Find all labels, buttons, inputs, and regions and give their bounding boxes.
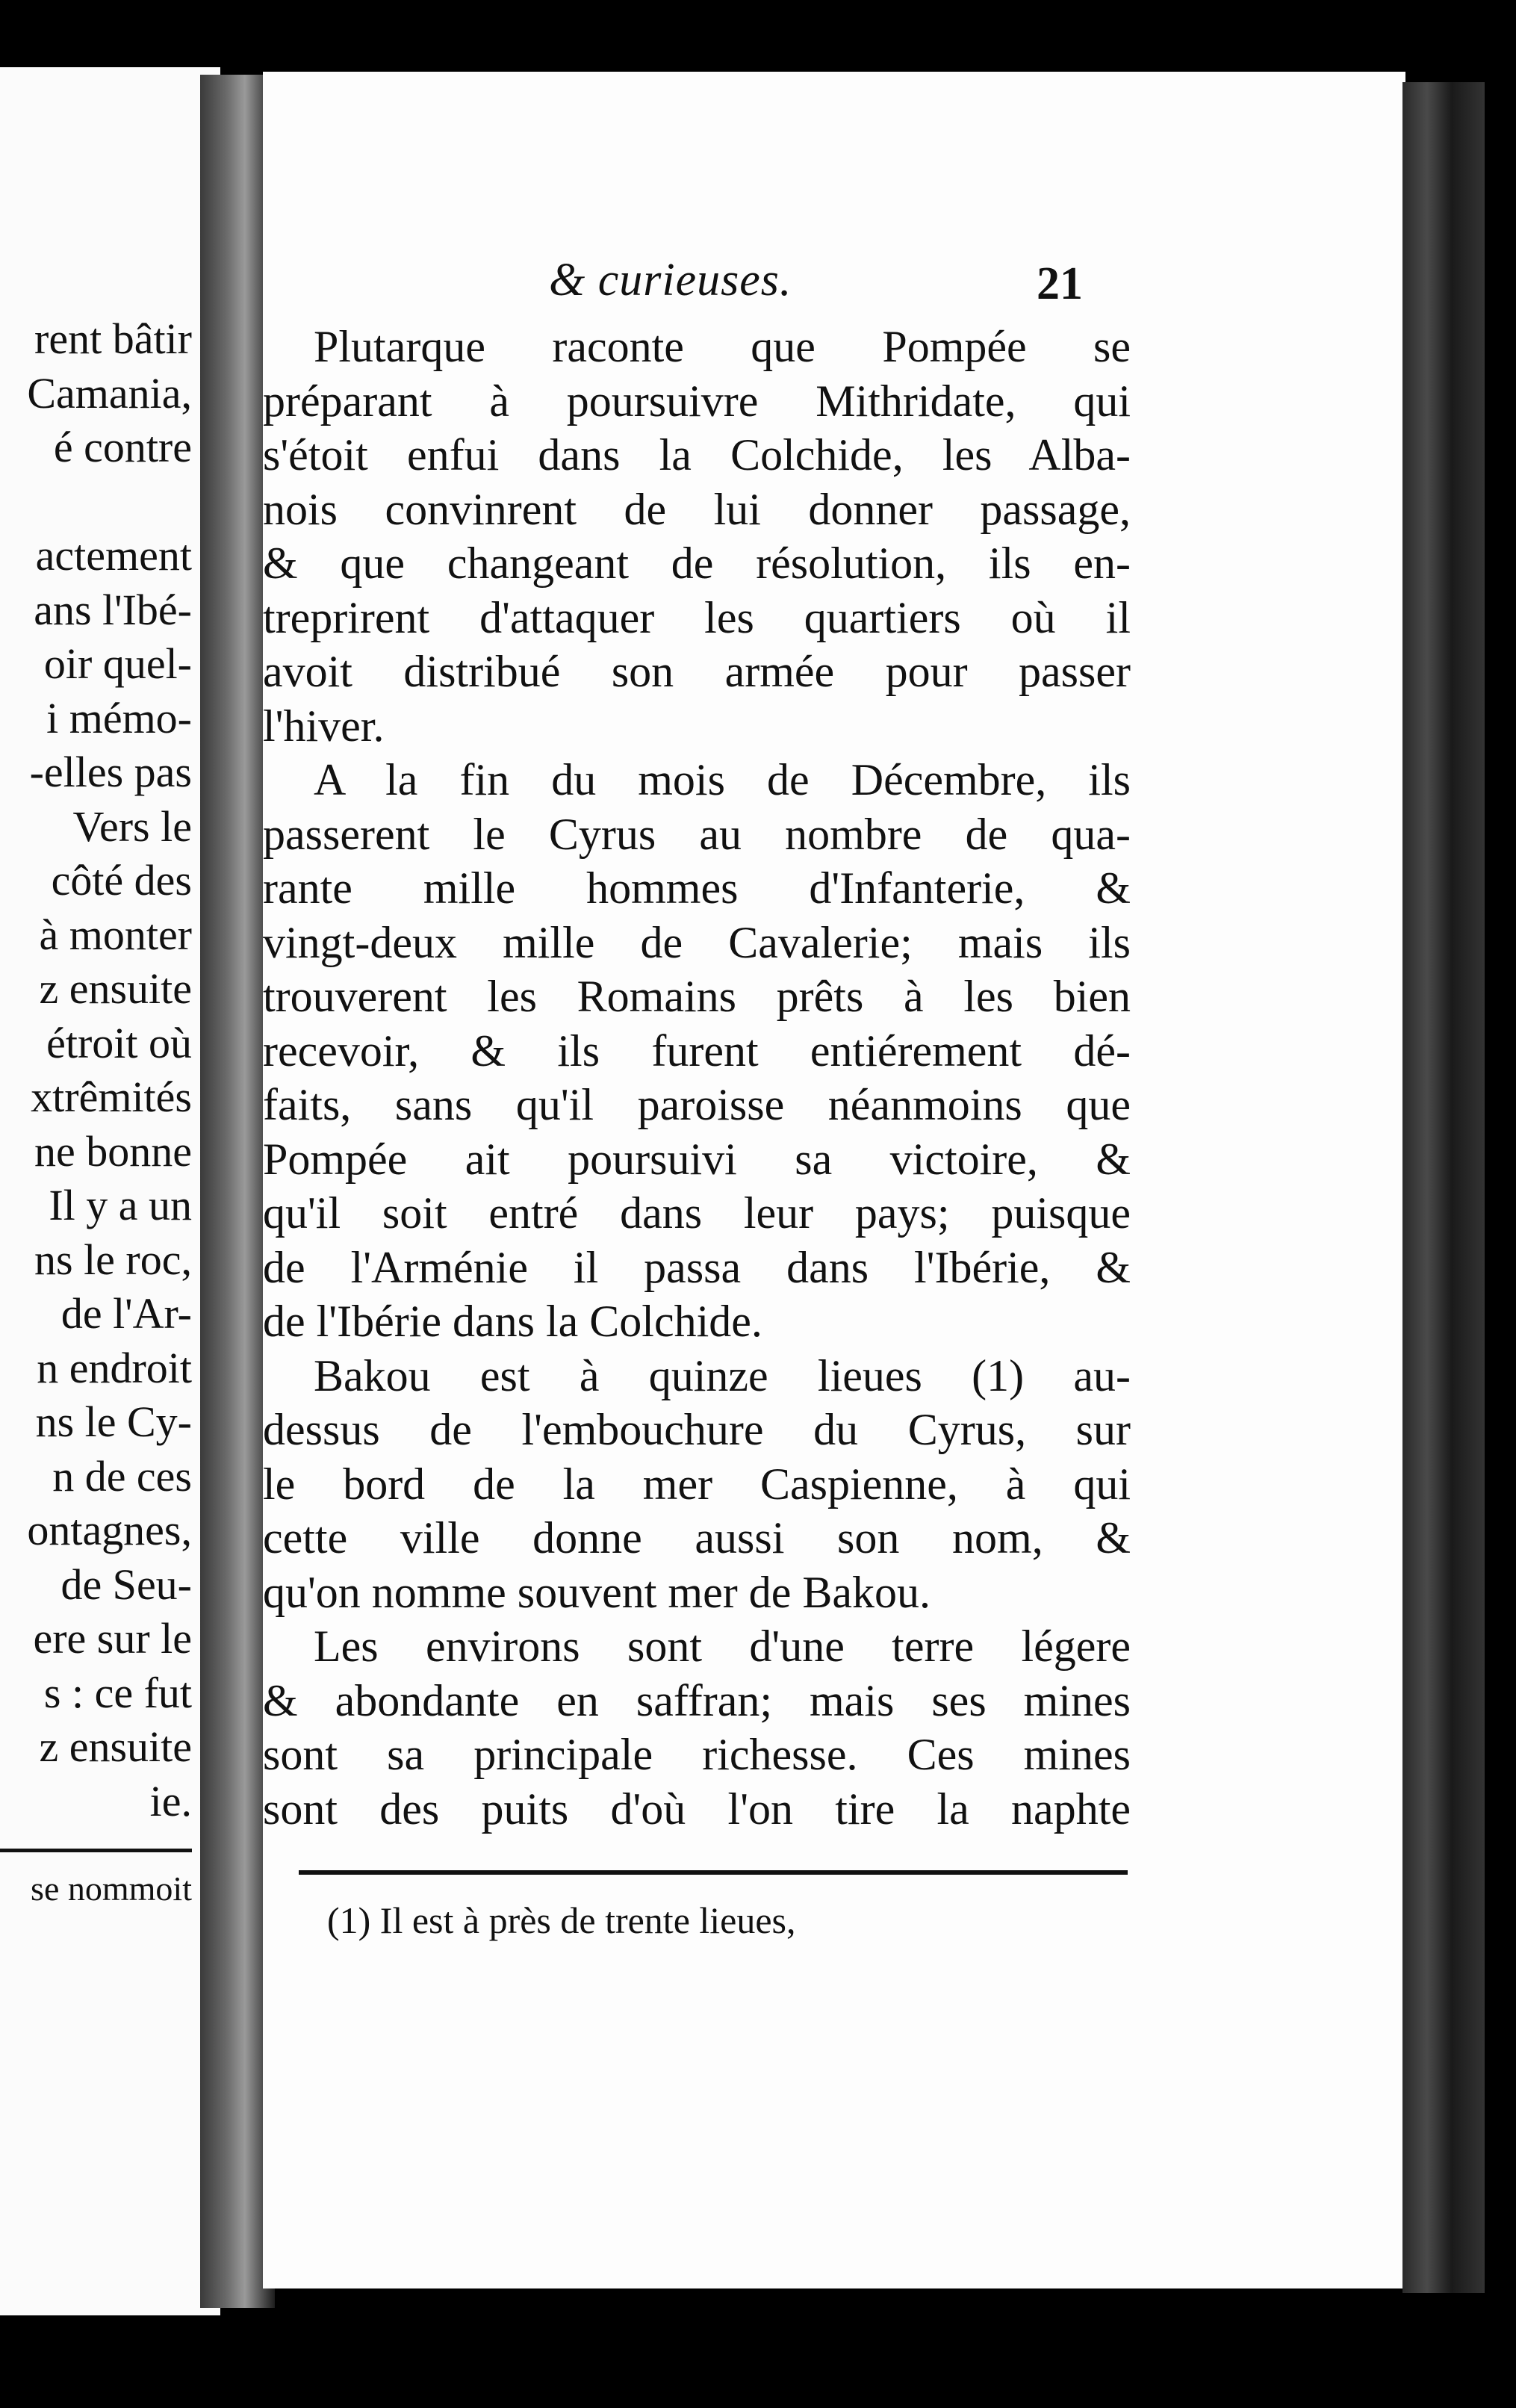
main-text-block	[263, 320, 1131, 1836]
text-line: Les environs sont d'une terre légere	[314, 1622, 1131, 1671]
text-line: Pompée ait poursuivi sa victoire, &	[263, 1134, 1131, 1184]
text-line: nois convinrent de lui donner passage,	[263, 484, 1131, 534]
left-page-line: n de ces	[52, 1451, 192, 1501]
text-line: qu'on nomme souvent mer de Bakou.	[263, 1567, 931, 1617]
left-page-line: actement	[35, 531, 192, 580]
text-line: l'hiver.	[263, 701, 385, 751]
text-line: le bord de la mer Caspienne, à qui	[263, 1459, 1131, 1509]
left-page-line: Il y a un	[49, 1181, 192, 1229]
text-line: trouverent les Romains prêts à les bien	[263, 972, 1131, 1021]
left-page-line: -elles pas	[29, 748, 192, 796]
running-title: & curieuses.	[549, 255, 792, 305]
left-page-line: ans l'Ibé-	[34, 585, 192, 634]
left-footnote-text: se nommoit	[31, 1869, 192, 1908]
left-page-line: de l'Ar-	[60, 1289, 192, 1338]
text-line: Plutarque raconte que Pompée se	[314, 322, 1131, 371]
text-line: A la fin du mois de Décembre, ils	[314, 755, 1131, 804]
text-line: rante mille hommes d'Infanterie, &	[263, 863, 1131, 913]
page-number: 21	[1037, 258, 1083, 309]
left-page-fragment	[0, 67, 220, 2315]
left-footnote-rule	[0, 1849, 192, 1852]
left-page-line: à monter	[39, 910, 192, 959]
left-page-line: n endroit	[37, 1343, 192, 1392]
text-line: treprirent d'attaquer les quartiers où il	[263, 592, 1131, 642]
left-page-line: é contre	[53, 423, 192, 471]
text-line: dessus de l'embouchure du Cyrus, sur	[263, 1405, 1131, 1454]
text-line: préparant à poursuivre Mithridate, qui	[263, 376, 1131, 426]
text-line: vingt-deux mille de Cavalerie; mais ils	[263, 917, 1131, 967]
footnote-rule	[299, 1870, 1128, 1875]
page-edge-shadow	[1402, 82, 1485, 2293]
text-line: faits, sans qu'il paroisse néanmoins que	[263, 1080, 1131, 1129]
left-page-line: ere sur le	[33, 1614, 192, 1663]
text-line: & abondante en saffran; mais ses mines	[263, 1675, 1131, 1725]
text-line: avoit distribué son armée pour passer	[263, 647, 1131, 696]
text-line: sont des puits d'où l'on tire la naphte	[263, 1784, 1131, 1834]
left-page-line: z ensuite	[39, 1722, 192, 1771]
left-page-line: i mémo-	[46, 693, 192, 742]
left-page-line: ontagnes,	[27, 1506, 192, 1554]
left-page-line: Camania,	[27, 368, 192, 418]
left-page-line: z ensuite	[39, 964, 192, 1013]
left-page-line: ie.	[149, 1776, 192, 1825]
text-line: cette ville donne aussi son nom, &	[263, 1513, 1131, 1563]
left-page-line: s : ce fut	[43, 1668, 192, 1717]
left-page-line: de Seu-	[60, 1560, 192, 1609]
left-page-line: Vers le	[72, 801, 192, 851]
text-line: de l'Ibérie dans la Colchide.	[263, 1297, 762, 1346]
text-line: passerent le Cyrus au nombre de qua-	[263, 809, 1131, 859]
text-line: sont sa principale richesse. Ces mines	[263, 1730, 1131, 1779]
left-page-line: ns le Cy-	[35, 1397, 192, 1446]
footnote: (1) Il est à près de trente lieues,	[327, 1899, 796, 1941]
left-page-line: côté des	[51, 856, 192, 904]
text-line: qu'il soit entré dans leur pays; puisque	[263, 1188, 1131, 1238]
text-line: s'étoit enfui dans la Colchide, les Alba-	[263, 430, 1131, 480]
text-line: & que changeant de résolution, ils en-	[263, 539, 1131, 588]
left-page-line: xtrêmités	[31, 1073, 192, 1121]
left-page-line: oir quel-	[43, 639, 192, 688]
text-line: recevoir, & ils furent entiérement dé-	[263, 1025, 1131, 1076]
left-page-line: ns le roc,	[34, 1235, 192, 1284]
text-line: Bakou est à quinze lieues (1) au-	[314, 1350, 1131, 1400]
left-page-line: rent bâtir	[34, 314, 192, 363]
text-line: de l'Arménie il passa dans l'Ibérie, &	[263, 1242, 1131, 1292]
left-page-line: étroit où	[46, 1018, 192, 1067]
left-page-line: ne bonne	[34, 1126, 192, 1176]
